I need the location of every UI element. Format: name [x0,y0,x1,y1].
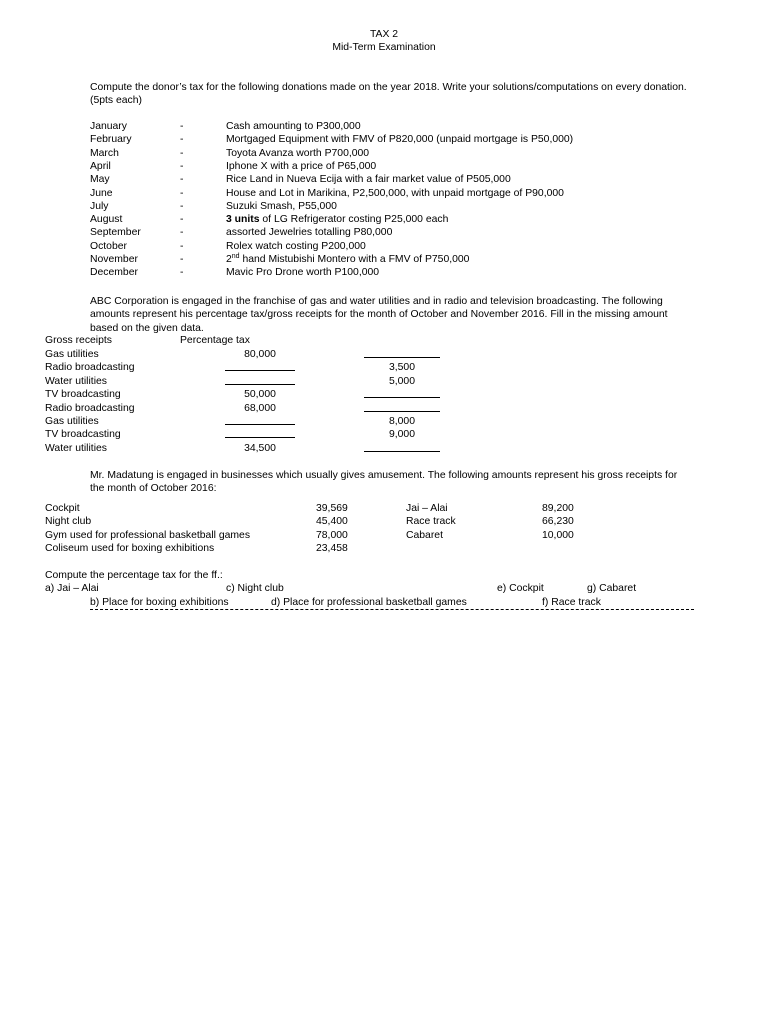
percentage-tax-blank [364,402,440,416]
donation-month: July [90,200,109,212]
donation-description [226,213,448,226]
donation-description: Mortgaged Equipment with FMV of P820,000 (unpaid mortgage is P50,000) [226,134,574,146]
ordinal-suffix: nd [231,253,240,260]
separator: - [180,187,184,199]
donation-month: December [90,267,138,279]
donation-month: August [90,214,123,226]
gross-receipts-blank [225,361,295,375]
table-row [45,415,465,428]
separator: - [180,134,184,146]
donation-description: House and Lot in Marikina, P2,500,000, with unpaid mortgage of P90,000 [226,187,564,199]
separator: - [180,240,184,252]
business-label: Coliseum used for boxing exhibitions [45,543,215,555]
business-label: TV broadcasting [45,429,121,441]
table-row [45,428,465,441]
gross-receipts-value: 34,500 [244,442,276,454]
percentage-tax-value: 8,000 [388,416,415,427]
donation-month: September [90,227,141,239]
donation-month: May [90,174,110,186]
compute-item-b: b) Place for boxing exhibitions [90,596,229,608]
compute-item-d: d) Place for professional basketball games [271,596,467,608]
percentage-tax-blank [364,442,440,456]
business-label: Gas utilities [45,349,99,360]
business-label: Race track [406,516,456,528]
table-row [45,388,465,401]
column-header-gross-receipts: Gross receipts [45,335,112,346]
business-label: Jai – Alai [406,503,448,514]
dashed-divider [90,609,694,610]
percentage-tax-blank [364,348,440,362]
separator: - [180,214,184,226]
donation-description: Toyota Avanza worth P700,000 [226,147,370,159]
table-row [45,442,465,455]
table-row [45,348,465,361]
gross-receipts-value: 39,569 [316,503,348,514]
business-label: Radio broadcasting [45,362,135,374]
gross-receipts-value: 10,000 [542,529,574,541]
compute-item-c: c) Night club [226,583,284,595]
donation-month: June [90,187,113,199]
gross-receipts-value: 80,000 [244,349,276,360]
donation-description [226,253,469,266]
separator: - [180,200,184,212]
separator: - [180,147,184,159]
donors-tax-instructions: Compute the donor’s tax for the following donations made on the year 2018. Write your solutions/computations on every donation. (5pts each) [90,82,687,107]
separator: - [180,160,184,172]
separator: - [180,227,184,239]
separator: - [180,121,184,132]
separator: - [180,254,184,265]
table-row [45,402,465,415]
business-label: Gym used for professional basketball games [45,529,251,541]
donation-description: Rolex watch costing P200,000 [226,240,366,252]
course-title: TAX 2 [369,29,399,40]
compute-item-g: g) Cabaret [587,583,637,595]
compute-item-a: a) Jai – Alai [45,583,99,595]
percentage-tax-instructions: ABC Corporation is engaged in the franchise of gas and water utilities and in radio and television broadcasting. The following amounts represent his percentage tax/gross receipts for the month of October and November 2016. Fill in the missing amount based on the given data. [90,296,668,334]
compute-item-e: e) Cockpit [497,583,544,595]
column-header-percentage-tax: Percentage tax [180,335,250,346]
percentage-tax-value: 9,000 [388,429,415,441]
business-label: Radio broadcasting [45,402,135,414]
business-label: Water utilities [45,442,107,454]
compute-item-f: f) Race track [542,596,601,608]
ordinal-number: 2 [226,254,232,265]
donation-month: November [90,254,138,265]
donation-description: Cash amounting to P300,000 [226,121,361,132]
donation-description: Suzuki Smash, P55,000 [226,200,337,212]
donation-month: April [90,160,111,172]
donation-description-rest: hand Mistubishi Montero with a FMV of P750,000 [239,254,470,265]
gross-receipts-value: 78,000 [316,529,348,541]
separator: - [180,174,184,186]
bold-quantity: 3 units [226,214,260,226]
gross-receipts-value: 23,458 [316,543,348,555]
donation-month: March [90,147,119,159]
gross-receipts-blank [225,428,295,442]
gross-receipts-value: 66,230 [542,516,574,528]
percentage-tax-blank [364,388,440,402]
donation-description-rest: of LG Refrigerator costing P25,000 each [259,214,449,226]
donation-description: assorted Jewelries totalling P80,000 [226,227,393,239]
gross-receipts-value: 89,200 [542,503,574,514]
donation-month: February [90,134,132,146]
business-label: Night club [45,516,92,528]
business-label: Gas utilities [45,416,99,427]
gross-receipts-value: 68,000 [244,402,276,414]
compute-title: Compute the percentage tax for the ff.: [45,570,223,581]
business-label: Cockpit [45,503,80,514]
amusement-tax-instructions: Mr. Madatung is engaged in businesses which usually gives amusement. The following amounts represent his gross receipts for the month of October 2016: [90,470,678,495]
donation-month: January [90,121,127,132]
donation-month: October [90,240,127,252]
business-label: Water utilities [45,375,107,387]
donation-description: Mavic Pro Drone worth P100,000 [226,267,380,279]
gross-receipts-blank [225,415,295,429]
gross-receipts-value: 45,400 [316,516,348,528]
table-row [45,375,465,388]
gross-receipts-blank [225,375,295,389]
percentage-tax-value: 5,000 [388,375,415,387]
gross-receipts-value: 50,000 [244,389,276,401]
table-row [45,361,465,374]
business-label: Cabaret [406,529,443,541]
separator: - [180,267,184,279]
donation-description: Iphone X with a price of P65,000 [226,160,377,172]
donation-description: Rice Land in Nueva Ecija with a fair market value of P505,000 [226,174,511,186]
business-label: TV broadcasting [45,389,121,401]
percentage-tax-value: 3,500 [388,362,415,374]
exam-title: Mid-Term Examination [332,42,436,53]
